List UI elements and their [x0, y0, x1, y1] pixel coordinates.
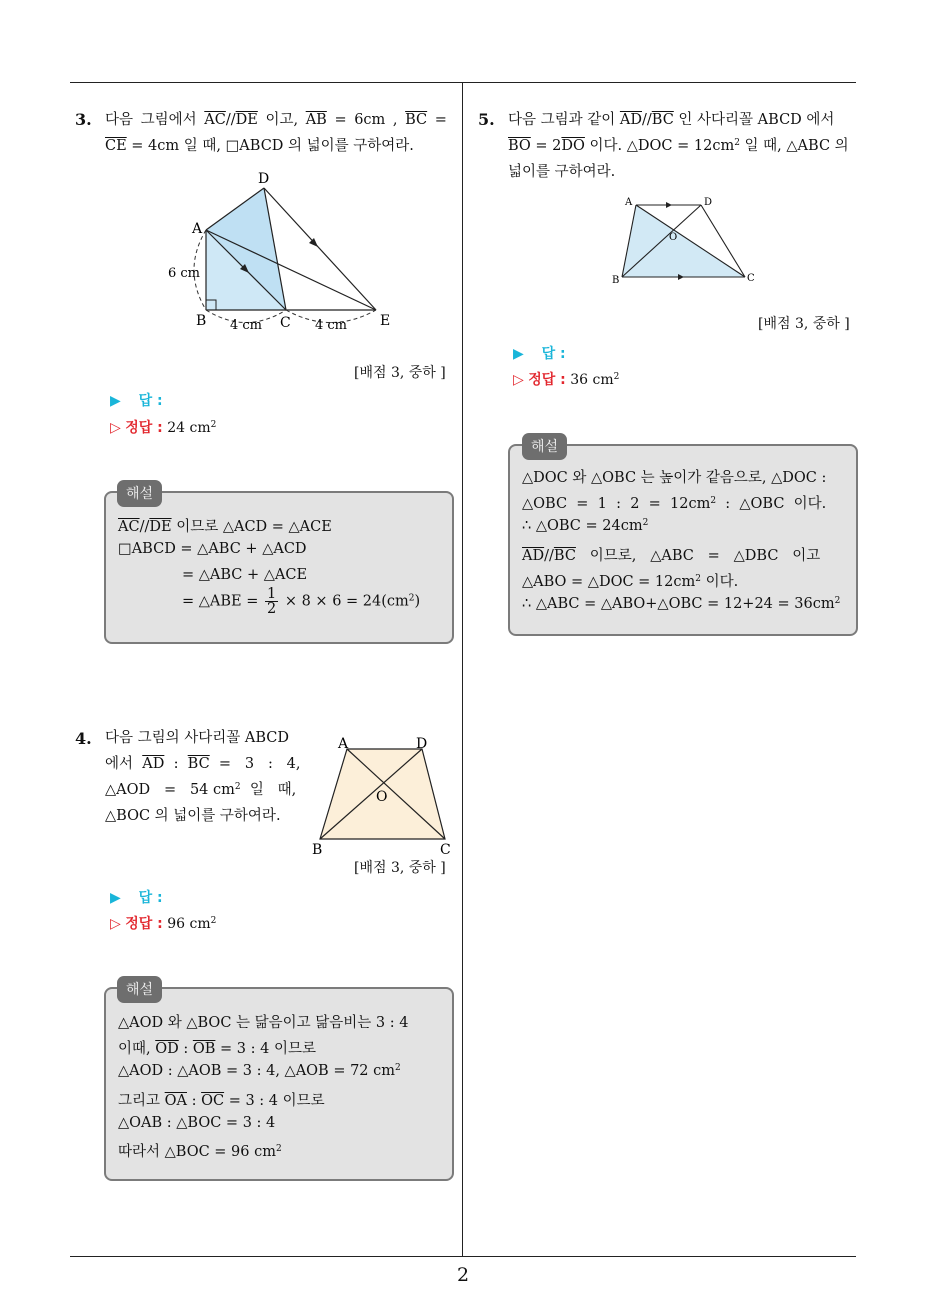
q4-answer-row	[110, 887, 163, 907]
q3-seg-bc: $\overline{BC}$	[405, 112, 428, 128]
q5-text-3: 넓이를 구하여라.	[508, 164, 616, 180]
q5-exp-line-6: ∴ △ABC = △ABO+△OBC = $12+24 = 36cm^2$	[522, 596, 841, 612]
q4-exp-line-2: 이때, $\overline{OD}$ : $\overline{OB} = 3$ : 4 이므로	[118, 1041, 316, 1057]
bottom-rule	[70, 1256, 856, 1257]
q3-correct-label: 정답 :	[125, 420, 163, 436]
q5-correct-label: 정답 :	[528, 372, 566, 388]
q3-explanation-box	[104, 491, 454, 644]
q5-number: 5.	[478, 110, 495, 129]
q4-label-b: B	[312, 842, 323, 856]
q3-label-c: C	[280, 315, 291, 331]
page-number: 2	[456, 1264, 470, 1286]
q5-answer-label: 답 :	[541, 346, 566, 362]
q4-label-d: D	[416, 736, 428, 752]
q3-exp-line-2: □ABCD = △ABC + △ACD	[118, 541, 307, 557]
q3-seg-de: $\overline{DE}$	[235, 112, 258, 128]
q3-number: 3.	[75, 110, 92, 129]
q3-text-5: = 4cm 일 때, □ABCD 의 넓이를 구하여라.	[131, 138, 414, 154]
q4-exp-line-1: △AOD 와 △BOC 는 닮음이고 닮음비는 3 : 4	[118, 1015, 409, 1031]
q4-exp-line-4: 그리고 $\overline{OA}$ : $\overline{OC} = 3$ : 4 이므로	[118, 1093, 325, 1109]
q4-text-1: 다음 그림의 사다리꼴 ABCD	[105, 730, 290, 746]
q4-exp-line-6: 따라서 △BOC = 96 $cm^2$	[118, 1144, 282, 1160]
correct-triangle-icon: ▷	[513, 372, 524, 388]
q5-explanation-tag: 해설	[522, 433, 567, 460]
q3-text-3: = 6cm ,	[334, 112, 398, 128]
q3-label-e: E	[380, 313, 391, 329]
q3-question	[105, 107, 455, 159]
q3-seg-ac: $\overline{AC}$	[204, 112, 226, 128]
q5-question	[508, 107, 858, 185]
q5-correct-value: 36 cm	[570, 372, 614, 388]
q5-text-2: $\overline{BO} = 2\overline{DO}$ 이다. △DOC = $12cm^2$ 일 때, △ABC 의	[508, 138, 849, 154]
q5-correct-row: ▷ 정답 : 36 $cm^2$	[513, 372, 620, 388]
column-divider	[462, 83, 463, 1256]
q3-correct-row: ▷ 정답 : 24 $cm^2$	[110, 420, 217, 436]
q3-exp-line-4: = △ABE = $\frac{1}{2}$ × $8 \times 6 = 24(cm^2)$	[182, 586, 421, 617]
q5-exp-line-4: $\overline{AD}//\overline{BC}$ 이므로, △ABC = △DBC 이고	[522, 548, 821, 564]
q5-score: [배점 3, 중하 ]	[758, 316, 850, 332]
q5-exp-line-5: △ABO = △DOC = $12cm^2$ 이다.	[522, 574, 739, 590]
q5-exp-line-1: △DOC 와 △OBC 는 높이가 같음으로, △DOC :	[522, 470, 827, 486]
q3-correct-value: 24 cm	[167, 420, 211, 436]
q3-label-b: B	[196, 313, 207, 329]
q4-label-o: O	[376, 789, 388, 805]
q5-label-a: A	[625, 197, 633, 208]
top-rule	[70, 82, 856, 83]
q5-label-d: D	[704, 197, 713, 208]
q3-label-ce-length: 4 cm	[315, 318, 348, 333]
q4-correct-value: 96 cm	[167, 916, 211, 932]
q4-label-c: C	[440, 842, 451, 856]
q4-figure	[310, 734, 460, 856]
q5-label-o: O	[669, 232, 678, 243]
answer-arrow-icon: ▶	[110, 393, 121, 409]
q3-label-ab-length: 6 cm	[168, 266, 201, 281]
q5-exp-line-2: △OBC = 1 : $2 = 12cm^2$ : △OBC 이다.	[522, 496, 827, 512]
q3-text-2: 이고,	[265, 112, 299, 128]
q4-score: [배점 3, 중하 ]	[354, 860, 446, 876]
correct-triangle-icon: ▷	[110, 420, 121, 436]
q4-text-2: 에서 $\overline{AD}$ : $\overline{BC} = 3$ : 4,	[105, 756, 301, 772]
q4-question	[105, 725, 301, 829]
q4-text-3: △AOD = 54 $cm^2$ 일 때,	[105, 782, 297, 798]
q3-answer-label: 답 :	[138, 393, 163, 409]
q4-exp-line-3: △AOD : △AOB = 3 : 4, △AOB = 72 $cm^2$	[118, 1063, 401, 1079]
q4-explanation-box	[104, 987, 454, 1181]
q4-answer-label: 답 :	[138, 890, 163, 906]
q3-text-1: 다음 그림에서	[105, 112, 197, 128]
q4-number: 4.	[75, 729, 92, 748]
q3-score: [배점 3, 중하 ]	[354, 365, 446, 381]
correct-triangle-icon: ▷	[110, 916, 121, 932]
q3-seg-ab: $\overline{AB}$	[305, 112, 327, 128]
q5-arrow-ad	[666, 202, 672, 208]
q3-exp-line-3: = △ABC + △ACE	[182, 567, 308, 583]
q5-text-1: 다음 그림과 같이 $\overline{AD}//\overline{BC}$ 인 사다리꼴 ABCD 에서	[508, 112, 835, 128]
q5-answer-row	[513, 343, 566, 363]
q3-explanation-tag: 해설	[117, 480, 162, 507]
answer-arrow-icon: ▶	[513, 346, 524, 362]
q4-label-a: A	[338, 736, 349, 752]
q4-exp-line-5: △OAB : △BOC = 3 : 4	[118, 1115, 276, 1131]
q3-text-4: =	[434, 112, 447, 128]
q4-correct-label: 정답 :	[125, 916, 163, 932]
q4-correct-row: ▷ 정답 : 96 $cm^2$	[110, 916, 217, 932]
q5-figure	[605, 193, 765, 288]
q5-label-c: C	[747, 273, 755, 284]
q3-seg-ce: $\overline{CE}$	[105, 138, 127, 154]
q3-parallel: //	[225, 112, 236, 128]
q3-exp-line-1: $\overline{AC}//\overline{DE}$ 이므로 △ACD = △ACE	[118, 519, 332, 535]
q4-text-4: △BOC 의 넓이를 구하여라.	[105, 808, 281, 824]
answer-arrow-icon: ▶	[110, 890, 121, 906]
q5-label-b: B	[612, 275, 620, 286]
q3-answer-row	[110, 390, 163, 410]
q4-explanation-tag: 해설	[117, 976, 162, 1003]
q3-label-a: A	[192, 221, 203, 237]
q3-figure	[160, 165, 400, 340]
q5-exp-line-3: ∴ △OBC = $24cm^2$	[522, 518, 649, 534]
q5-explanation-box	[508, 444, 858, 636]
q3-label-d: D	[258, 171, 270, 187]
q3-label-bc-length: 4 cm	[230, 318, 263, 333]
q5-triangle-abc	[622, 205, 745, 277]
